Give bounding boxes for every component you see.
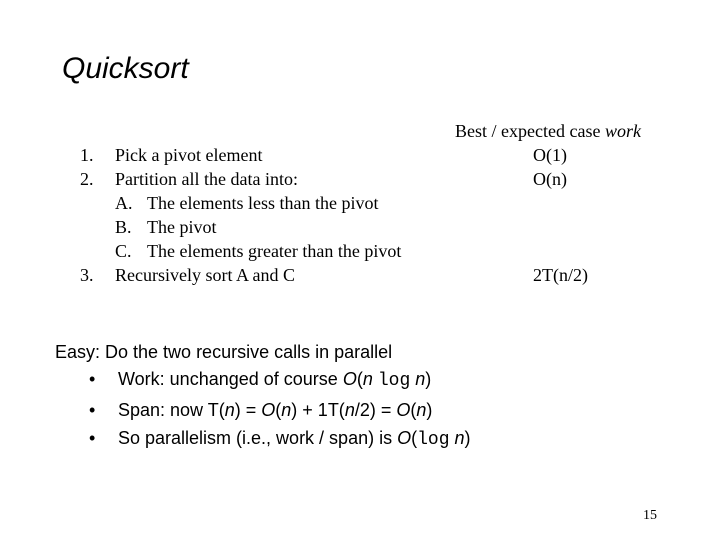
step-2-number: 2.: [80, 169, 94, 189]
step-1-cost: O(1): [533, 145, 567, 165]
bullet-marker: •: [89, 400, 96, 420]
step-3-text: Recursively sort A and C: [115, 265, 295, 285]
step-1-text: Pick a pivot element: [115, 145, 263, 165]
step-3-number: 3.: [80, 265, 94, 285]
substep-c-text: The elements greater than the pivot: [147, 241, 402, 261]
bullet-marker: •: [89, 369, 96, 389]
step-2-cost: O(n): [533, 169, 567, 189]
slide-title: Quicksort: [62, 52, 189, 85]
step-2-text: Partition all the data into:: [115, 169, 298, 189]
bullet-parallelism: So parallelism (i.e., work / span) is O(log n): [118, 428, 471, 450]
page-number: 15: [643, 508, 657, 523]
easy-heading: Easy: Do the two recursive calls in parallel: [55, 342, 393, 362]
substep-c-label: C.: [115, 241, 132, 261]
substep-b-text: The pivot: [147, 217, 217, 237]
bullet-marker: •: [89, 428, 96, 448]
step-3-cost: 2T(n/2): [533, 265, 588, 285]
column-header: Best / expected case work: [455, 121, 641, 141]
bullet-work: Work: unchanged of course O(n log n): [118, 369, 432, 391]
substep-a-text: The elements less than the pivot: [147, 193, 379, 213]
substep-b-label: B.: [115, 217, 132, 237]
substep-a-label: A.: [115, 193, 133, 213]
step-1-number: 1.: [80, 145, 94, 165]
bullet-span: Span: now T(n) = O(n) + 1T(n/2) = O(n): [118, 400, 433, 420]
